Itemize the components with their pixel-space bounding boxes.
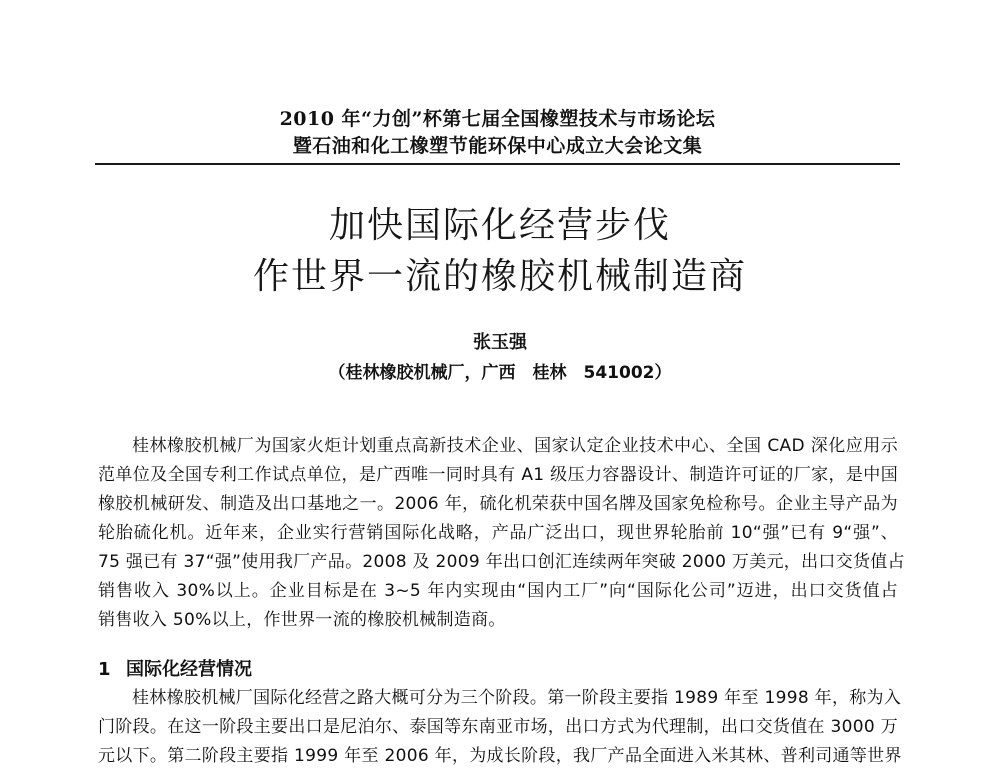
author-name: 张玉强 bbox=[473, 332, 527, 353]
abstract-line: 桂林橡胶机械厂为国家火炬计划重点高新技术企业、国家认定企业技术中心、全国 CAD 深化应用示 bbox=[132, 436, 898, 456]
conference-title-line-1: 2010 年“力创”杯第七届全国橡塑技术与市场论坛 bbox=[279, 108, 716, 130]
abstract-line: 橡胶机械研发、制造及出口基地之一。2006 年，硫化机荣获中国名牌及国家免检称号。企业主导产品为 bbox=[98, 494, 898, 514]
section-title: 国际化经营情况 bbox=[126, 659, 252, 680]
author-affiliation: （桂林橡胶机械厂，广西 桂林 541002） bbox=[328, 363, 672, 383]
body-line: 门阶段。在这一阶段主要出口是尼泊尔、泰国等东南亚市场，出口方式为代理制，出口交货值在 3000 万 bbox=[98, 717, 898, 737]
abstract-line: 轮胎硫化机。近年来，企业实行营销国际化战略，产品广泛出口，现世界轮胎前 10“强”已有 9“强”、 bbox=[98, 523, 898, 543]
paper-title-line-2: 作世界一流的橡胶机械制造商 bbox=[252, 256, 747, 297]
abstract-line: 75 强已有 37“强”使用我厂产品。2008 及 2009 年出口创汇连续两年突破 2000 万美元，出口交货值占 bbox=[98, 552, 905, 572]
section-heading bbox=[98, 655, 698, 684]
section-number: 1 bbox=[98, 659, 111, 680]
conference-title-line-2: 暨石油和化工橡塑节能环保中心成立大会论文集 bbox=[292, 135, 703, 157]
body-line: 桂林橡胶机械厂国际化经营之路大概可分为三个阶段。第一阶段主要指 1989 年至 1998 年，称为入 bbox=[132, 688, 902, 708]
conference-header bbox=[95, 103, 900, 165]
abstract-line: 销售收入 50%以上，作世界一流的橡胶机械制造商。 bbox=[98, 610, 506, 630]
abstract-line: 范单位及全国专利工作试点单位，是广西唯一同时具有 A1 级压力容器设计、制造许可证的厂家，是中国 bbox=[98, 465, 898, 485]
abstract-line: 销售收入 30%以上。企业目标是在 3~5 年内实现由“国内工厂”向“国际化公司”迈进，出口交货值占 bbox=[98, 581, 898, 601]
paper-title-line-1: 加快国际化经营步伐 bbox=[328, 205, 671, 246]
body-line: 元以下。第二阶段主要指 1999 年至 2006 年，为成长阶段，我厂产品全面进入米其林、普利司通等世界 bbox=[98, 746, 902, 766]
